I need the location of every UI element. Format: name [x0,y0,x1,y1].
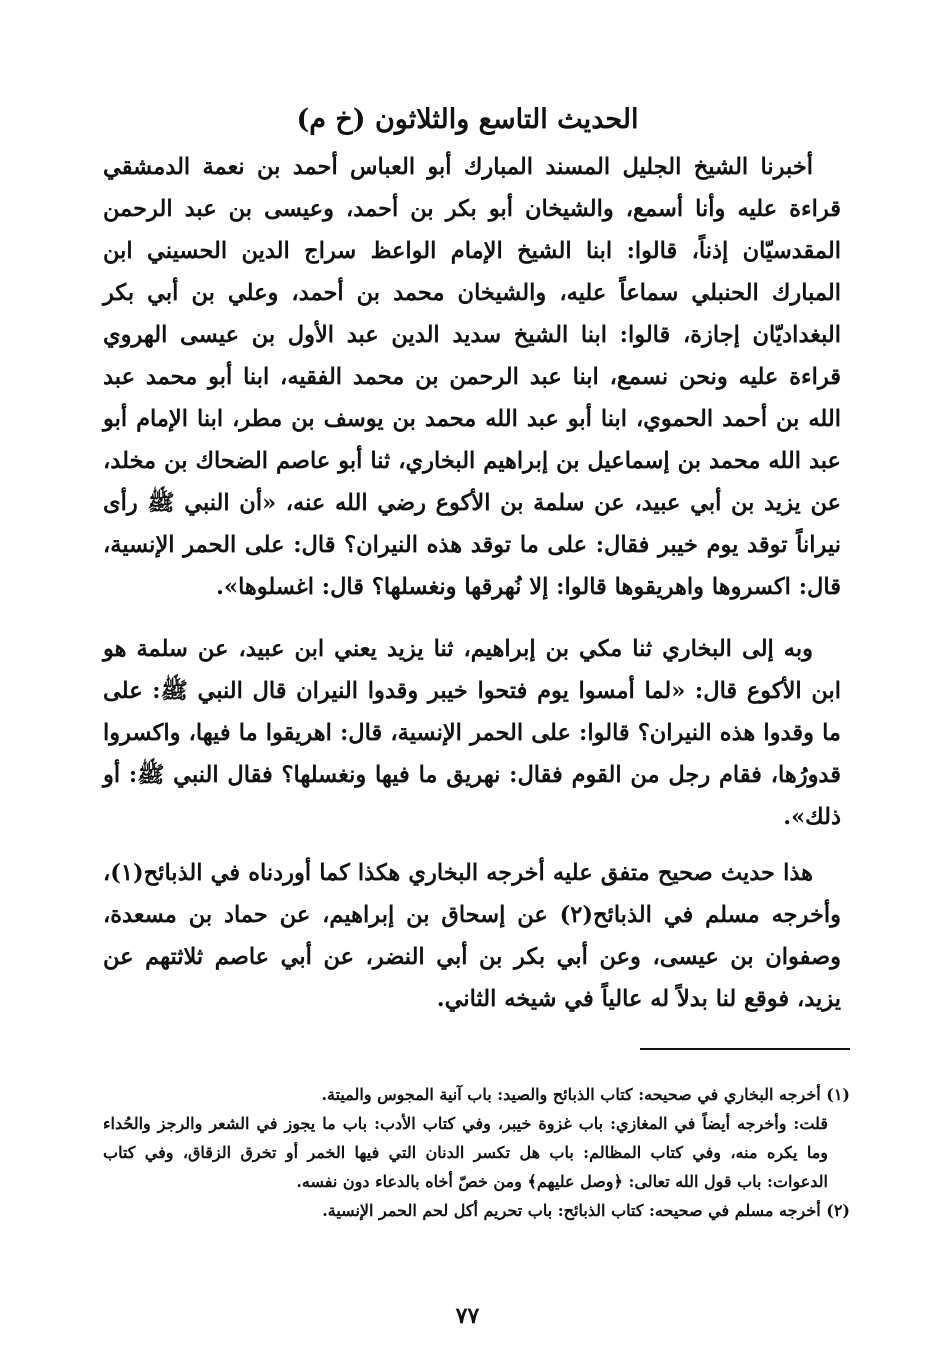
footnotes-section [103,1080,850,1225]
page-number: ٧٧ [455,1303,480,1329]
paragraph-text: وبه إلى البخاري ثنا مكي بن إبراهيم، ثنا يزيد يعني ابن عبيد، عن سلمة هو ابن الأكوع قال: «لما أمسوا يوم فتحوا خيبر وقدوا النيران قال النبي ﷺ: على ما وقدوا هذه النيران؟ قالوا: على الحمر الإنسية، قال: اهريقوا ما فيها، واكسروا قدورُها، فقام رجل من القوم فقال: نهريق ما فيها ونغسلها؟ فقال النبي ﷺ: أو ذلك». [103,636,841,830]
second-narration-paragraph [103,628,841,838]
footnote-1: (١) أخرجه البخاري في صحيحه: كتاب الذبائح والصيد: باب آنية المجوس والميتة. [321,1085,850,1104]
paragraph-text: أخبرنا الشيخ الجليل المسند المبارك أبو العباس أحمد بن نعمة الدمشقي قراءة عليه وأنا أسمع، والشيخان أبو بكر بن أحمد، وعيسى بن عبد الرحمن المقدسيّان إذناً، قالوا: ابنا الشيخ الإمام الواعظ سراج الدين الحسيني ابن المبارك الحنبلي سماعاً عليه، والشيخان محمد بن أحمد، وعلي بن أبي بكر البغداديّان إجازة، قالوا: ابنا الشيخ سديد الدين عبد الأول بن عيسى الهروي قراءة عليه ونحن نسمع، ابنا عبد الرحمن بن محمد الفقيه، ابنا أبو محمد عبد الله بن أحمد الحموي، ابنا أبو عبد الله محمد بن يوسف بن مطر، ابنا الإمام أبو عبد الله محمد بن إسماعيل بن إبراهيم البخاري، ثنا أبو عاصم الضحاك بن مخلد، عن يزيد بن أبي عبيد، عن سلمة بن الأكوع رضي الله عنه، «أن النبي ﷺ رأى نيراناً توقد يوم خيبر فقال: على ما توقد هذه النيران؟ قال: على الحمر الإنسية، قال: اكسروها واهريقوها قالوا: إلا نُهرقها ونغسلها؟ قال: اغسلوها». [103,154,841,600]
footnote-2: (٢) أخرجه مسلم في صحيحه: كتاب الذبائح: باب تحريم أكل لحم الحمر الإنسية. [322,1201,850,1220]
takhrij-paragraph [103,852,841,1020]
hadith-title: الحديث التاسع والثلاثون (خ م) [296,104,639,135]
isnad-paragraph [103,146,841,608]
paragraph-text: هذا حديث صحيح متفق عليه أخرجه البخاري هكذا كما أوردناه في الذبائح(١)، وأخرجه مسلم في الذبائح(٢) عن إسحاق بن إبراهيم، عن حماد بن مسعدة، وصفوان بن عيسى، وعن أبي بكر بن أبي النضر، عن أبي عاصم ثلاثتهم عن يزيد، فوقع لنا بدلاً له عالياً في شيخه الثاني. [103,860,841,1012]
footnote-divider [640,1048,850,1050]
footnote-1-continuation: قلت: وأخرجه أيضاً في المغازي: باب غزوة خيبر، وفي كتاب الأدب: باب ما يجوز في الشعر والرجز والحُداء وما يكره منه، وفي كتاب المظالم: باب هل تكسر الدنان التي فيها الخمر أو تخرق الزقاق، وفي كتاب الدعوات: باب قول الله تعالى: ﴿وصل عليهم﴾ ومن خصّ أخاه بالدعاء دون نفسه. [103,1114,828,1191]
